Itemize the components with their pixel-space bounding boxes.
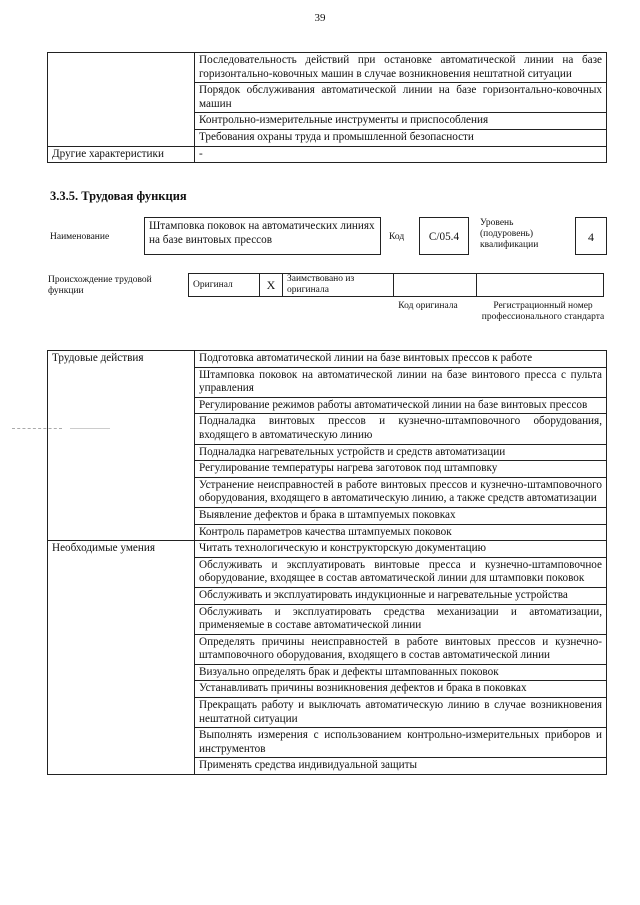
code-original-cell — [394, 274, 477, 297]
knowledge-table-continuation — [47, 52, 607, 163]
table-row — [48, 681, 607, 698]
table-cell-empty — [48, 53, 195, 83]
table-cell: Порядок обслуживания автоматической линии на базе горизонтально-ковочных машин — [195, 83, 607, 113]
level-value: 4 — [575, 217, 607, 255]
table-row — [48, 414, 607, 444]
skills-item: Читать технологическую и конструкторскую документацию — [195, 541, 607, 558]
table-cell-empty — [48, 524, 195, 541]
table-cell-empty — [48, 664, 195, 681]
table-cell: Последовательность действий при остановке автоматической линии на базе горизонтально-ковочных машин в случае возникновения нештатной ситуации — [195, 53, 607, 83]
table-row — [48, 461, 607, 478]
table-row — [48, 698, 607, 728]
table-cell-empty — [48, 698, 195, 728]
table-cell-empty — [48, 557, 195, 587]
table-row — [48, 728, 607, 758]
other-characteristics-label: Другие характеристики — [48, 146, 195, 163]
function-name-value: Штамповка поковок на автоматических линиях на базе винтовых прессов — [144, 217, 381, 255]
table-cell-empty — [48, 414, 195, 444]
table-row — [48, 587, 607, 604]
table-cell: Контрольно-измерительные инструменты и приспособления — [195, 113, 607, 130]
skills-item: Обслуживать и эксплуатировать средства механизации и автоматизации, применяемые в составе автоматической линии — [195, 604, 607, 634]
table-row — [48, 113, 607, 130]
table-row — [48, 477, 607, 507]
skills-label: Необходимые умения — [48, 541, 195, 558]
skills-item: Прекращать работу и выключать автоматическую линию в случае возникновения нештатной ситуации — [195, 698, 607, 728]
labor-actions-item: Регулирование режимов работы автоматической линии на базе винтовых прессов — [195, 397, 607, 414]
table-cell-empty — [48, 444, 195, 461]
skills-item: Выполнять измерения с использованием контрольно-измерительных приборов и инструментов — [195, 728, 607, 758]
skills-item: Определять причины неисправностей в работе винтовых прессов и кузнечно-штамповочного оборудования, входящего в состав автоматической линии — [195, 634, 607, 664]
table-cell-empty — [48, 634, 195, 664]
table-cell-empty — [48, 129, 195, 146]
skills-item: Обслуживать и эксплуатировать винтовые пресса и кузнечно-штамповочное оборудование, входящее в состав автоматической линии для штамповки поковок — [195, 557, 607, 587]
table-cell-empty — [48, 367, 195, 397]
other-characteristics-value: - — [195, 146, 607, 163]
table-cell: Требования охраны труда и промышленной безопасности — [195, 129, 607, 146]
table-row — [48, 524, 607, 541]
table-row — [48, 444, 607, 461]
code-original-label: Код оригинала — [398, 301, 458, 311]
page-number: 39 — [314, 12, 326, 24]
skills-item: Применять средства индивидуальной защиты — [195, 758, 607, 775]
table-row — [48, 367, 607, 397]
origin-label: Происхождение трудовой функции — [48, 275, 152, 296]
labor-actions-item: Выявление дефектов и брака в штампуемых поковках — [195, 507, 607, 524]
table-row — [48, 83, 607, 113]
table-row — [48, 129, 607, 146]
table-cell-empty — [48, 507, 195, 524]
labor-actions-item: Подналадка винтовых прессов и кузнечно-штамповочного оборудования, входящего в автоматическую линию — [195, 414, 607, 444]
origin-table — [188, 273, 604, 297]
table-row — [48, 351, 607, 368]
table-cell-empty — [48, 113, 195, 130]
table-cell-empty — [48, 758, 195, 775]
table-row — [48, 146, 607, 163]
table-row — [48, 557, 607, 587]
table-row — [48, 604, 607, 634]
table-cell-empty — [48, 587, 195, 604]
table-row — [48, 664, 607, 681]
original-label: Оригинал — [189, 274, 260, 297]
labor-actions-item: Устранение неисправностей в работе винтовых прессов и кузнечно-штамповочного оборудования, входящего в автоматическую линию, а также средств автоматизации — [195, 477, 607, 507]
skills-item: Визуально определять брак и дефекты штампованных поковок — [195, 664, 607, 681]
table-cell-empty — [48, 83, 195, 113]
table-cell-empty — [48, 681, 195, 698]
table-cell-empty — [48, 461, 195, 478]
name-label: Наименование — [50, 232, 110, 242]
table-cell-empty — [48, 604, 195, 634]
labor-actions-item: Подналадка нагревательных устройств и средств автоматизации — [195, 444, 607, 461]
table-row — [48, 634, 607, 664]
table-cell-empty — [48, 728, 195, 758]
table-row — [48, 397, 607, 414]
borrowed-label: Заимствовано из оригинала — [283, 274, 394, 297]
skills-item: Обслуживать и эксплуатировать индукционные и нагревательные устройства — [195, 587, 607, 604]
table-row — [189, 274, 604, 297]
section-title: 3.3.5. Трудовая функция — [50, 189, 187, 203]
labor_actions-label: Трудовые действия — [48, 351, 195, 368]
function-code-value: С/05.4 — [419, 217, 469, 255]
labor-actions-item: Подготовка автоматической линии на базе винтовых прессов к работе — [195, 351, 607, 368]
reg-number-label: Регистрационный номер профессионального стандарта — [481, 301, 605, 322]
skills-item: Устанавливать причины возникновения дефектов и брака в поковках — [195, 681, 607, 698]
labor-function-table — [47, 350, 607, 775]
table-row — [48, 53, 607, 83]
table-cell-empty — [48, 477, 195, 507]
labor-actions-item: Регулирование температуры нагрева заготовок под штамповку — [195, 461, 607, 478]
level-label: Уровень (подуровень) квалификации — [480, 218, 539, 250]
reg-number-cell — [477, 274, 604, 297]
table-row — [48, 507, 607, 524]
table-cell-empty — [48, 397, 195, 414]
labor-actions-item: Контроль параметров качества штампуемых поковок — [195, 524, 607, 541]
table-row — [48, 758, 607, 775]
table-row — [48, 541, 607, 558]
labor-actions-item: Штамповка поковок на автоматической линии на базе винтового пресса с пульта управления — [195, 367, 607, 397]
original-mark: X — [260, 274, 283, 297]
code-label: Код — [389, 232, 405, 242]
